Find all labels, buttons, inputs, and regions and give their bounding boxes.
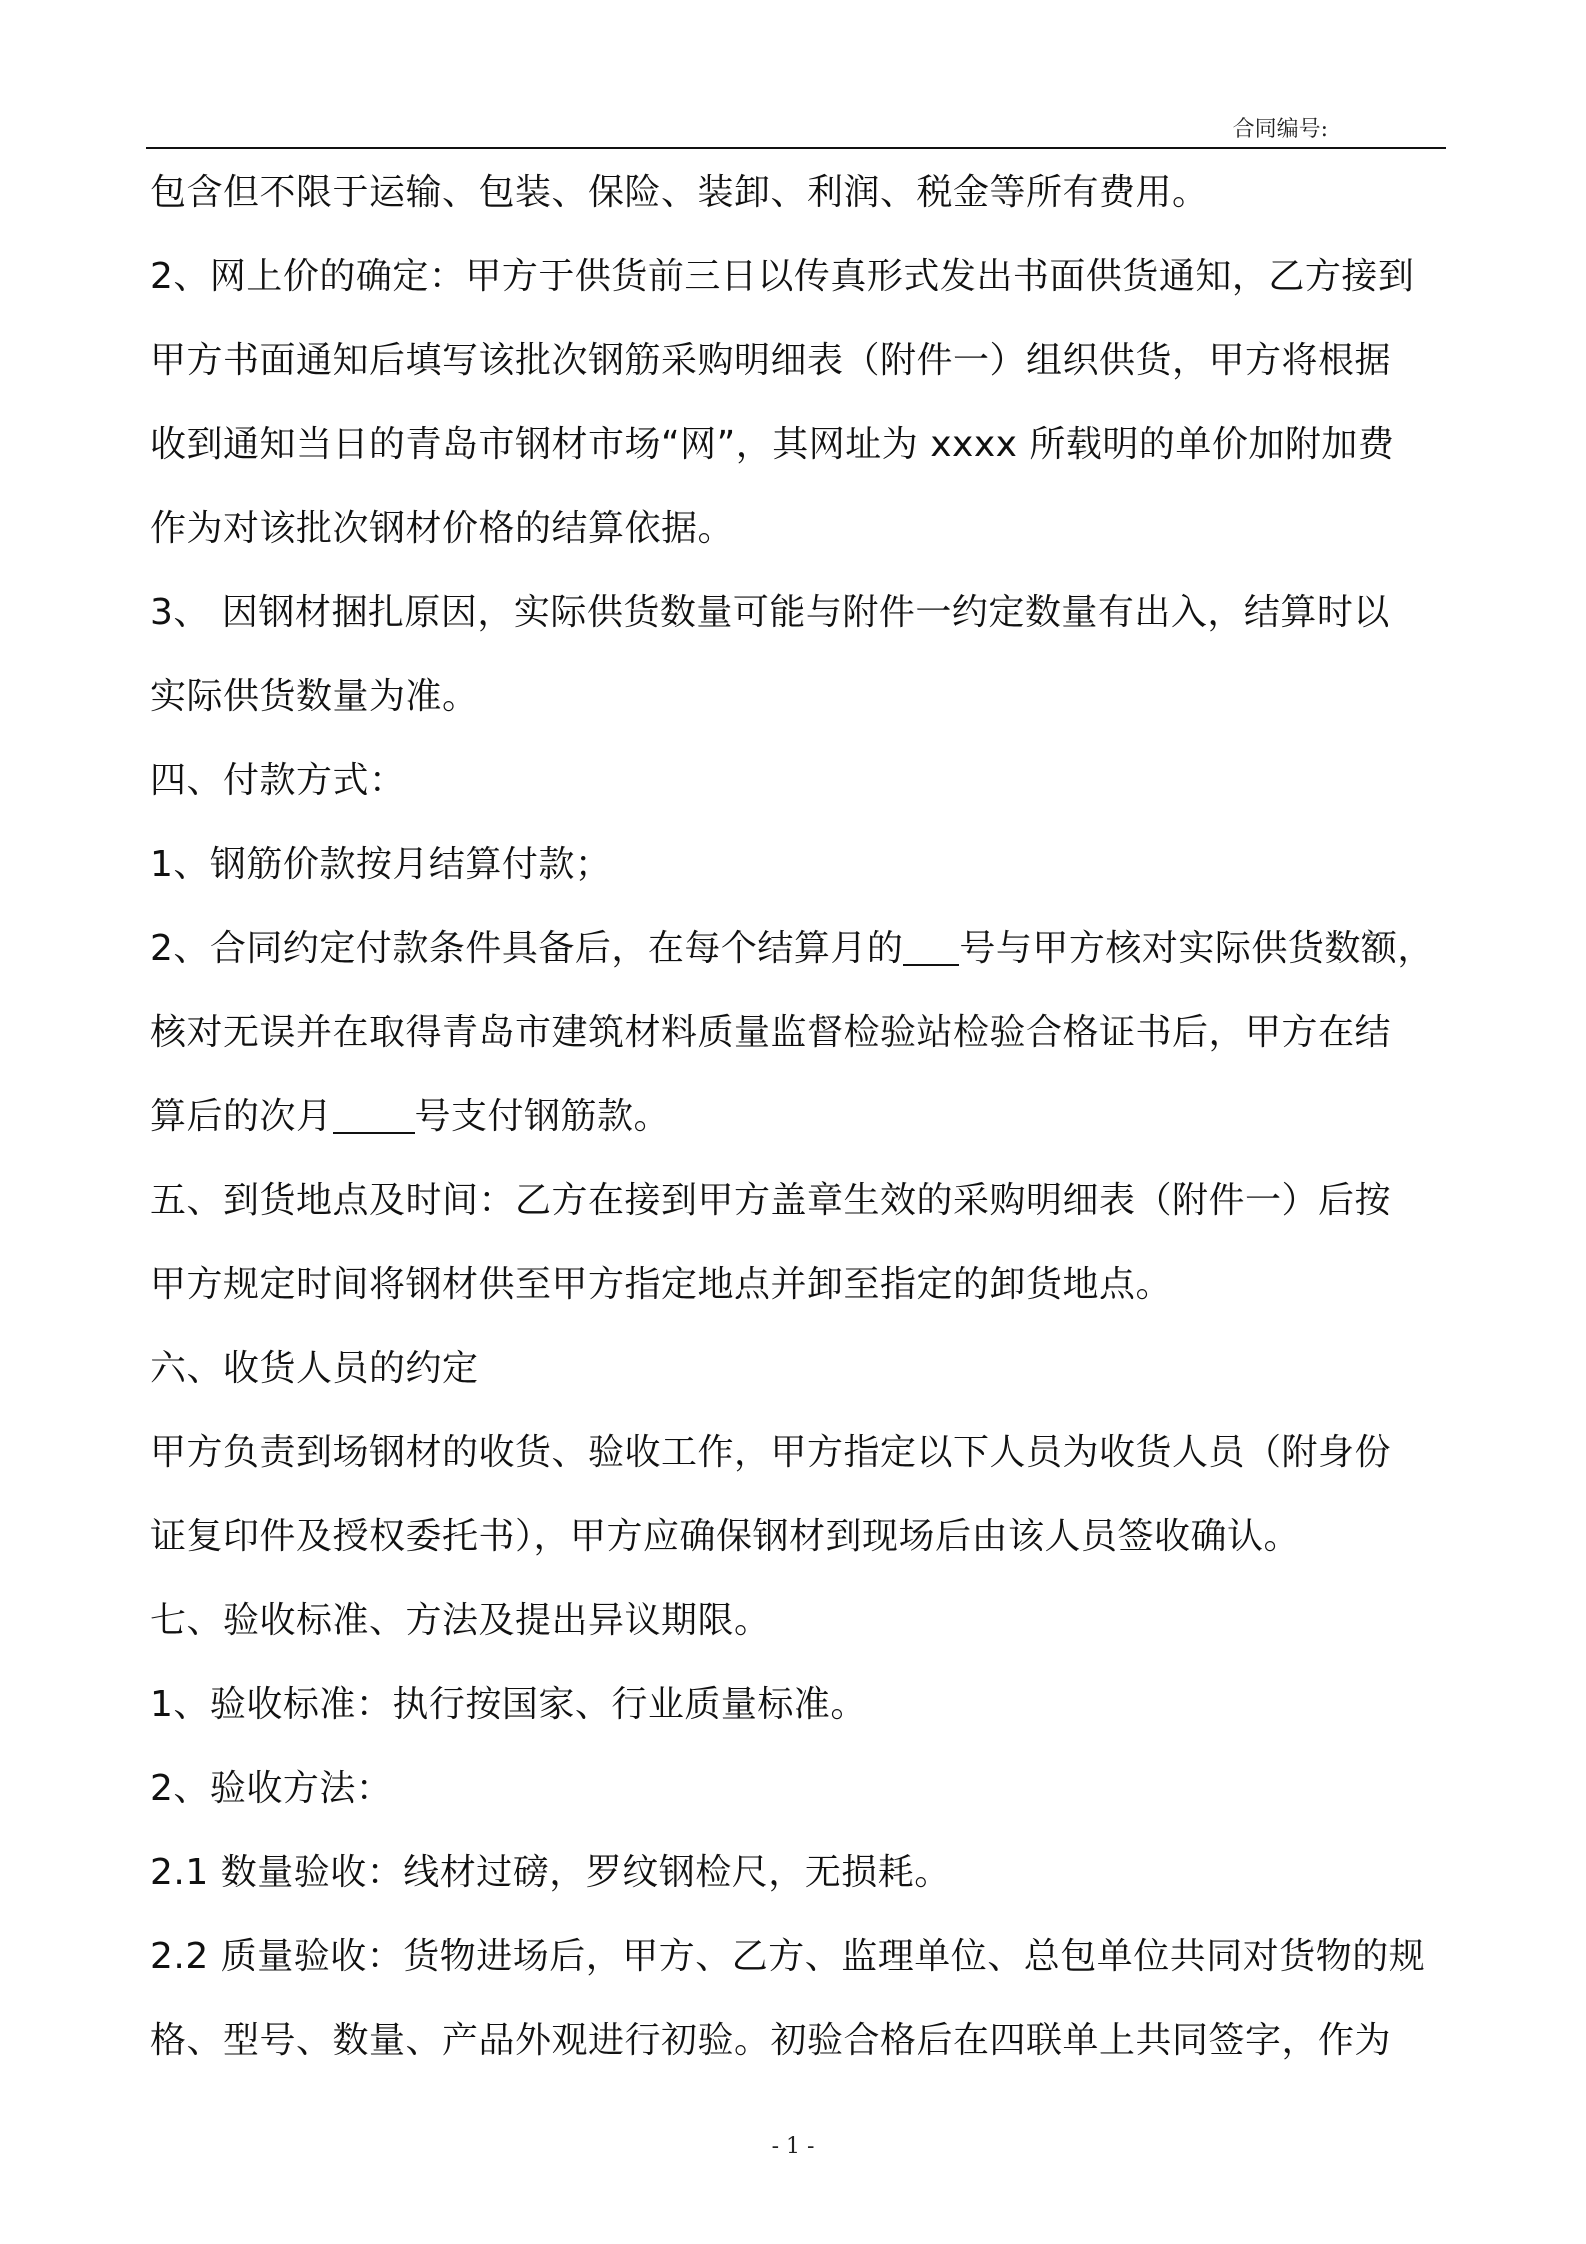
body-line: 核对无误并在取得青岛市建筑材料质量监督检验站检验合格证书后，甲方在结: [150, 1012, 1392, 1053]
body-line: 2、验收方法：: [150, 1768, 393, 1809]
body-line: 2.2 质量验收：货物进场后，甲方、乙方、监理单位、总包单位共同对货物的规: [150, 1936, 1426, 1977]
body-line-with-blank: [150, 1075, 1450, 1159]
body-line: 甲方书面通知后填写该批次钢筋采购明细表（附件一）组织供货，甲方将根据: [150, 340, 1392, 381]
section-heading-delivery: 五、到货地点及时间：乙方在接到甲方盖章生效的采购明细表（附件一）后按: [150, 1180, 1392, 1221]
body-line: 2、网上价的确定：甲方于供货前三日以传真形式发出书面供货通知，乙方接到: [150, 256, 1415, 297]
body-line: 甲方规定时间将钢材供至甲方指定地点并卸至指定的卸货地点。: [150, 1264, 1173, 1305]
contract-number-label: 合同编号:: [1232, 117, 1328, 142]
body-line: 包含但不限于运输、包装、保险、装卸、利润、税金等所有费用。: [150, 172, 1209, 213]
body-line: 证复印件及授权委托书），甲方应确保钢材到现场后由该人员签收确认。: [150, 1516, 1301, 1557]
line-text-before-blank: 2、合同约定付款条件具备后，在每个结算月的: [150, 928, 904, 969]
line-text-before-blank: 算后的次月: [150, 1096, 333, 1137]
settlement-day-blank: [903, 924, 959, 966]
payment-day-blank: [333, 1092, 415, 1134]
header-divider: [146, 147, 1446, 149]
section-heading-acceptance: 七、验收标准、方法及提出异议期限。: [150, 1600, 771, 1641]
body-line: 2.1 数量验收：线材过磅，罗纹钢检尺，无损耗。: [150, 1852, 951, 1893]
page-number: - 1 -: [771, 2134, 815, 2159]
body-line: 格、型号、数量、产品外观进行初验。初验合格后在四联单上共同签字，作为: [150, 2020, 1392, 2061]
body-line: 1、验收标准：执行按国家、行业质量标准。: [150, 1684, 867, 1725]
document-body: [150, 151, 1450, 2083]
section-heading-payment: 四、付款方式：: [150, 760, 406, 801]
line-text-after-blank: 号支付钢筋款。: [414, 1096, 671, 1137]
body-line: 3、 因钢材捆扎原因，实际供货数量可能与附件一约定数量有出入，结算时以: [150, 592, 1390, 633]
body-line: 甲方负责到场钢材的收货、验收工作，甲方指定以下人员为收货人员（附身份: [150, 1432, 1392, 1473]
body-line: 收到通知当日的青岛市钢材市场“网”，其网址为 xxxx 所载明的单价加附加费: [150, 424, 1395, 465]
body-line: 1、钢筋价款按月结算付款；: [150, 844, 612, 885]
body-line: 作为对该批次钢材价格的结算依据。: [150, 508, 735, 549]
section-heading-receiver: 六、收货人员的约定: [150, 1348, 479, 1389]
body-line: 实际供货数量为准。: [150, 676, 479, 717]
line-text-after-blank: 号与甲方核对实际供货数额，: [959, 928, 1434, 969]
body-line-with-blank: [150, 907, 1450, 991]
